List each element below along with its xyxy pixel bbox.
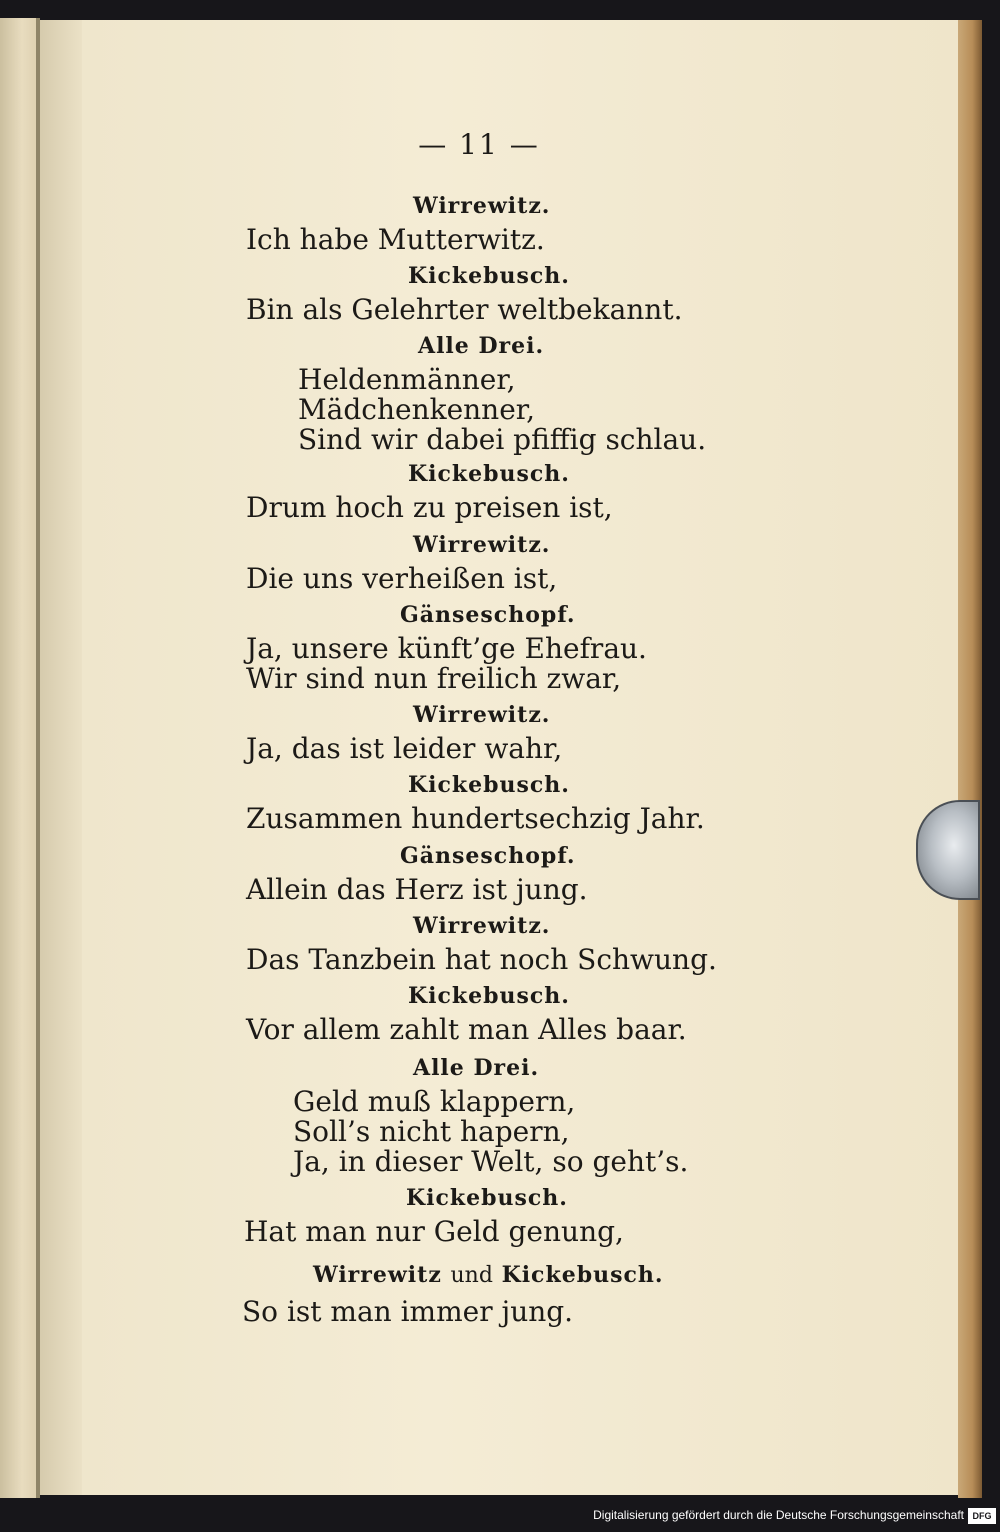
verse-line: Bin als Gelehrter weltbekannt. bbox=[246, 293, 683, 326]
verse-line: Allein das Herz ist jung. bbox=[246, 873, 588, 906]
credit-text: Digitalisierung gefördert durch die Deutsche Forschungsgemeinschaft bbox=[593, 1508, 964, 1522]
verse-line: Ja, das ist leider wahr, bbox=[246, 732, 563, 765]
dfg-logo-icon: DFG bbox=[968, 1508, 996, 1524]
speaker-label: Gänseschopf. bbox=[400, 843, 576, 869]
speaker-label: Wirrewitz. bbox=[413, 913, 551, 939]
speaker-label: Alle Drei. bbox=[413, 1055, 540, 1081]
verse-line: Ja, in dieser Welt, so geht’s. bbox=[293, 1145, 689, 1178]
digitization-credit bbox=[593, 1504, 964, 1526]
speaker-label: Kickebusch. bbox=[408, 263, 570, 289]
speaker-label: Kickebusch. bbox=[408, 772, 570, 798]
verse-line: Ich habe Mutterwitz. bbox=[246, 223, 545, 256]
speaker-label: Alle Drei. bbox=[418, 333, 545, 359]
verse-line: Mädchenkenner, bbox=[298, 393, 535, 426]
verse-line: So ist man immer jung. bbox=[242, 1295, 574, 1328]
verse-line: Heldenmänner, bbox=[298, 363, 516, 396]
verse-line: Wir sind nun freilich zwar, bbox=[246, 662, 622, 695]
verse-line: Geld muß klappern, bbox=[293, 1085, 576, 1118]
verse-line: Das Tanzbein hat noch Schwung. bbox=[246, 943, 717, 976]
speaker-name-a: Wirrewitz bbox=[313, 1262, 442, 1288]
verse-line: Sind wir dabei pfiffig schlau. bbox=[298, 423, 707, 456]
speaker-label: Kickebusch. bbox=[408, 983, 570, 1009]
speaker-label: Kickebusch. bbox=[408, 461, 570, 487]
speaker-label: Wirrewitz. bbox=[413, 702, 551, 728]
page-number: — 11 — bbox=[418, 128, 540, 161]
speaker-label-combined bbox=[313, 1261, 664, 1290]
speaker-label: Gänseschopf. bbox=[400, 602, 576, 628]
speaker-label: Wirrewitz. bbox=[413, 193, 551, 219]
verse-line: Soll’s nicht hapern, bbox=[293, 1115, 570, 1148]
verse-line: Die uns verheißen ist, bbox=[246, 562, 558, 595]
verse-line: Drum hoch zu preisen ist, bbox=[246, 491, 613, 524]
speaker-label: Wirrewitz. bbox=[413, 532, 551, 558]
speaker-label: Kickebusch. bbox=[406, 1185, 568, 1211]
verse-line: Vor allem zahlt man Alles baar. bbox=[246, 1013, 687, 1046]
speaker-joiner: und bbox=[450, 1263, 493, 1288]
speaker-name-b: Kickebusch. bbox=[501, 1262, 664, 1288]
verse-line: Zusammen hundertsechzig Jahr. bbox=[246, 802, 705, 835]
verse-line: Ja, unsere künft’ge Ehefrau. bbox=[246, 632, 647, 665]
verse-line: Hat man nur Geld genung, bbox=[244, 1215, 624, 1248]
